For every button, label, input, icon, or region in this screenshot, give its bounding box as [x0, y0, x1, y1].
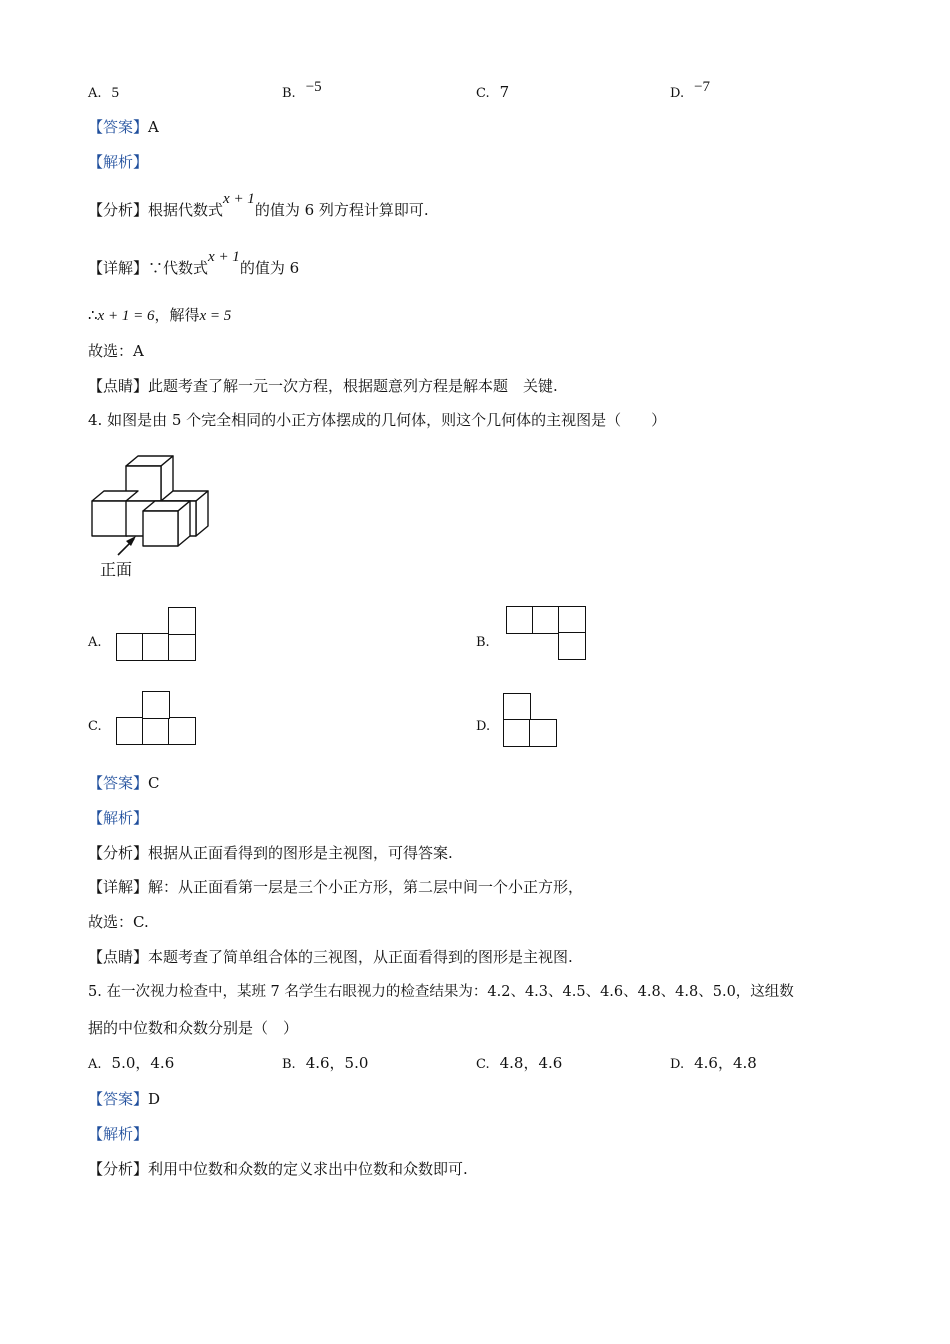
q4-option-d-label: D. — [476, 719, 491, 734]
q3-option-b: B. −5 — [282, 79, 322, 101]
q4-choice-line: 故选：C. — [88, 913, 149, 931]
front-label: 正面 — [100, 560, 133, 579]
square — [168, 717, 196, 745]
q5-question-line2: 据的中位数和众数分别是（ ） — [88, 1019, 299, 1037]
q4-answer-line: 【答案】C — [88, 774, 160, 792]
q5-option-a: A. 5.0，4.6 — [88, 1054, 175, 1072]
q5-answer-line: 【答案】D — [88, 1090, 161, 1108]
q3-choice-line: 故选：A — [88, 342, 144, 360]
square — [558, 606, 586, 634]
square — [142, 633, 170, 661]
q5-option-d: D. 4.6，4.8 — [670, 1054, 757, 1072]
square — [142, 691, 170, 719]
q3-detail-line: 【详解】∵代数式x + 1的值为 6 — [88, 249, 300, 277]
square — [116, 717, 144, 745]
square — [558, 632, 586, 660]
square — [168, 633, 196, 661]
square — [529, 719, 557, 747]
square — [503, 693, 531, 721]
q3-fenxi-line: 【分析】根据代数式x + 1的值为 6 列方程计算即可. — [88, 191, 429, 219]
square — [142, 717, 170, 745]
q3-answer-line: 【答案】A — [88, 118, 159, 136]
q5-option-c: C. 4.8，4.6 — [476, 1054, 563, 1072]
q3-comment-line: 【点睛】此题考查了解一元一次方程，根据题意列方程是解本题 关键. — [88, 377, 558, 395]
q4-cube-figure — [88, 453, 218, 558]
q4-analysis-heading: 【解析】 — [88, 809, 149, 827]
square — [503, 719, 531, 747]
q3-option-d: D. −7 — [670, 79, 711, 101]
q5-question-line1: 5. 在一次视力检查中，某班 7 名学生右眼视力的检查结果为：4.2、4.3、4.5、4.6、4.8、4.8、5.0，这组数 — [88, 984, 794, 1000]
q3-solve-line: ∴x + 1 = 6，解得x = 5 — [88, 306, 232, 324]
q3-option-a: A. 5 — [88, 85, 120, 101]
q4-question: 4. 如图是由 5 个完全相同的小正方体摆成的几何体，则这个几何体的主视图是（ ） — [88, 411, 667, 429]
q4-option-c-label: C. — [88, 719, 102, 734]
square — [168, 607, 196, 635]
q5-analysis-heading: 【解析】 — [88, 1125, 149, 1143]
q3-option-c: C. 7 — [476, 83, 510, 101]
square — [532, 606, 560, 634]
q5-option-b: B. 4.6，5.0 — [282, 1054, 369, 1072]
q3-analysis-heading: 【解析】 — [88, 153, 149, 171]
square — [506, 606, 534, 634]
square — [116, 633, 144, 661]
q4-fenxi-line: 【分析】根据从正面看得到的图形是主视图，可得答案. — [88, 844, 453, 862]
q4-option-a-label: A. — [88, 635, 102, 650]
q4-detail-line: 【详解】解：从正面看第一层是三个小正方形，第二层中间一个小正方形， — [88, 878, 584, 896]
q4-comment-line: 【点睛】本题考查了简单组合体的三视图，从正面看得到的图形是主视图. — [88, 948, 573, 966]
q4-option-b-label: B. — [476, 635, 490, 650]
q5-fenxi-line: 【分析】利用中位数和众数的定义求出中位数和众数即可. — [88, 1160, 468, 1178]
